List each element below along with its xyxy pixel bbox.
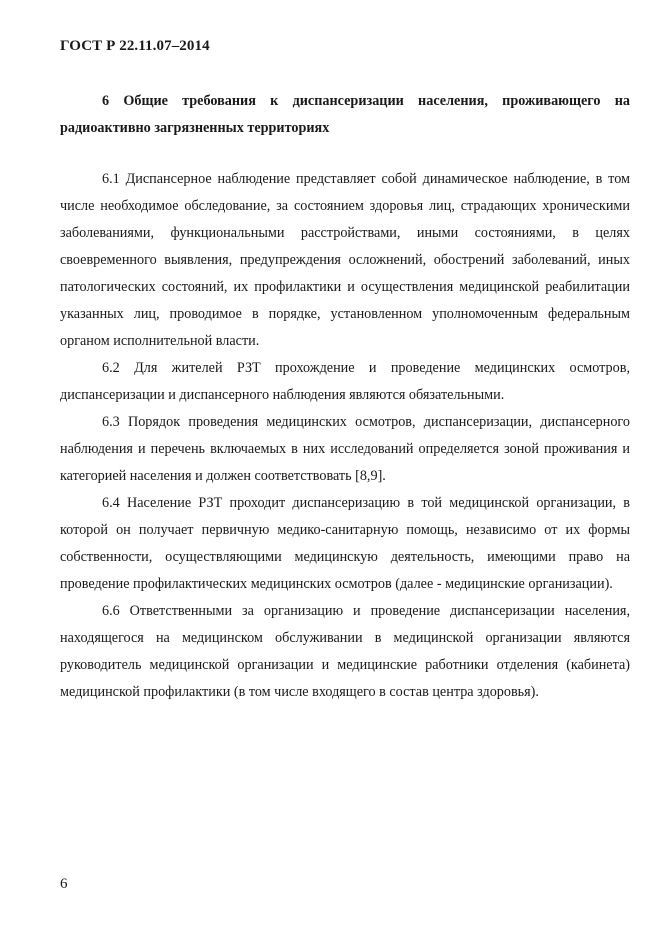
section-heading: 6 Общие требования к диспансеризации населения, проживающего на радиоактивно загрязненных территориях	[60, 93, 630, 136]
paragraph-6-6: 6.6 Ответственными за организацию и проведение диспансеризации населения, находящегося на медицинском обслуживании в медицинской организации являются руководитель медицинской организации и медицинские работники отделения (кабинета) медицинской профилактики (в том числе входящего в состав центра здоровья).	[60, 603, 630, 700]
paragraph-6-2: 6.2 Для жителей РЗТ прохождение и проведение медицинских осмотров, диспансеризации и диспансерного наблюдения являются обязательными.	[60, 360, 630, 403]
paragraph-6-4: 6.4 Население РЗТ проходит диспансеризацию в той медицинской организации, в которой он получает первичную медико-санитарную помощь, независимо от их формы собственности, осуществляющими медицинскую деятельность, имеющими право на проведение профилактических медицинских осмотров (далее - медицинские организации).	[60, 495, 630, 592]
paragraph-6-1: 6.1 Диспансерное наблюдение представляет собой динамическое наблюдение, в том числе необходимое обследование, за состоянием здоровья лиц, страдающих хроническими заболеваниями, функциональными расстройствами, иными состояниями, в целях своевременного выявления, предупреждения осложнений, обострений заболеваний, иных патологических состояний, их профилактики и осуществления медицинской реабилитации указанных лиц, проводимое в порядке, установленном уполномоченным федеральным органом исполнительной власти.	[60, 171, 630, 349]
section-body	[60, 166, 630, 706]
document-standard-id: ГОСТ Р 22.11.07–2014	[60, 38, 210, 54]
page-number: 6	[60, 876, 68, 892]
paragraph-6-3: 6.3 Порядок проведения медицинских осмотров, диспансеризации, диспансерного наблюдения и перечень включаемых в них исследований определяется зоной проживания и категорией населения и должен соответствовать [8,9].	[60, 414, 630, 484]
